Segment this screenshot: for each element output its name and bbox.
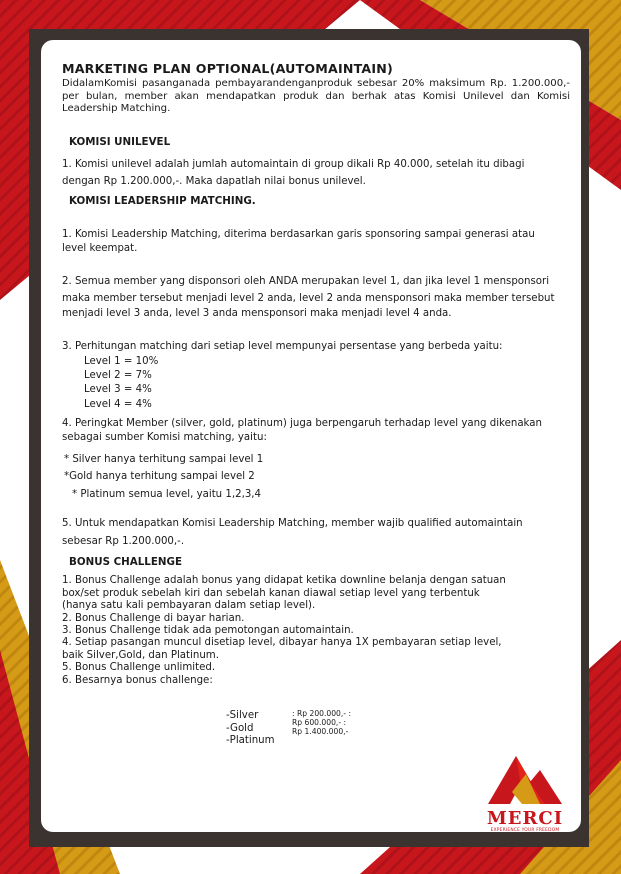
leadership-p5-line-1: 5. Untuk mendapatkan Komisi Leadership Matching, member wajib qualified automaintain	[62, 517, 523, 529]
merci-logo	[482, 752, 568, 832]
challenge-line: 1. Bonus Challenge adalah bonus yang didapat ketika downline belanja dengan satuan	[62, 575, 506, 587]
challenge-line: (hanya satu kali pembayaran dalam setiap level).	[62, 600, 316, 612]
rank-item: *Gold hanya terhitung sampai level 2	[64, 471, 255, 483]
tier-silver: -Silver	[226, 710, 259, 721]
document-content	[62, 62, 570, 687]
leadership-p5-line-2: sebesar Rp 1.200.000,-.	[62, 536, 185, 548]
rank-item: * Silver hanya terhitung sampai level 1	[64, 454, 264, 466]
logo-brand: MERCI	[486, 808, 564, 829]
level-item: Level 2 = 7%	[84, 370, 152, 382]
challenge-list	[62, 575, 570, 687]
challenge-line: 6. Besarnya bonus challenge:	[62, 674, 213, 686]
leadership-p2-line-2: maka member tersebut menjadi level 2 anda, level 2 anda mensponsori maka member tersebut	[62, 293, 555, 305]
bonus-amount-list	[292, 709, 351, 736]
tier-gold: -Gold	[226, 722, 254, 734]
heading-leadership: KOMISI LEADERSHIP MATCHING.	[69, 194, 256, 207]
amount-platinum: Rp 1.400.000,-	[292, 727, 349, 736]
unilevel-line-2: dengan Rp 1.200.000,-. Maka dapatlah nilai bonus unilevel.	[62, 176, 366, 188]
unilevel-line-1: 1. Komisi unilevel adalah jumlah automaintain di group dikali Rp 40.000, setelah itu dibagi	[62, 159, 525, 171]
challenge-line: 2. Bonus Challenge di bayar harian.	[62, 612, 245, 624]
leadership-p2-line-1: 2. Semua member yang disponsori oleh ANDA merupakan level 1, dan jika level 1 mensponsori	[62, 276, 550, 288]
leadership-p4-line-2: sebagai sumber Komisi matching, yaitu:	[62, 432, 267, 444]
rank-item: * Platinum semua level, yaitu 1,2,3,4	[72, 488, 262, 500]
amount-silver: : Rp 200.000,- :	[292, 709, 352, 718]
leadership-p4-line-1: 4. Peringkat Member (silver, gold, platinum) juga berpengaruh terhadap level yang dikenakan	[62, 417, 542, 429]
intro-paragraph: DidalamKomisi pasanganada pembayarandenganproduk sebesar 20% maksimum Rp. 1.200.000,- per bulan, member akan mendapatkan produk dan berhak atas Komisi Unilevel dan Komisi Leadership Matching.	[62, 78, 570, 115]
logo-tagline: EXPERIENCE YOUR FREEDOM	[490, 828, 560, 833]
heading-bonus-challenge: BONUS CHALLENGE	[69, 556, 182, 569]
challenge-line: 5. Bonus Challenge unlimited.	[62, 662, 216, 674]
tier-platinum: -Platinum	[226, 735, 275, 747]
leadership-p3: 3. Perhitungan matching dari setiap level mempunyai persentase yang berbeda yaitu:	[62, 340, 503, 352]
level-item: Level 4 = 4%	[84, 398, 152, 410]
challenge-line: 4. Setiap pasangan muncul disetiap level, dibayar hanya 1X pembayaran setiap level,	[62, 637, 502, 649]
level-item: Level 1 = 10%	[84, 356, 159, 368]
challenge-line: box/set produk sebelah kiri dan sebelah kanan diawal setiap level yang terbentuk	[62, 587, 480, 599]
leadership-p1-line-2: level keempat.	[62, 243, 138, 254]
heading-unilevel: KOMISI UNILEVEL	[69, 135, 171, 148]
leadership-p1-line-1: 1. Komisi Leadership Matching, diterima berdasarkan garis sponsoring sampai generasi atau	[62, 228, 535, 240]
document-title: MARKETING PLAN OPTIONAL(AUTOMAINTAIN)	[62, 61, 393, 76]
level-item: Level 3 = 4%	[84, 384, 152, 396]
merci-mountain-icon	[482, 752, 568, 808]
leadership-p2-line-3: menjadi level 3 anda, level 3 anda mensponsori maka menjadi level 4 anda.	[62, 307, 452, 319]
challenge-line: baik Silver,Gold, dan Platinum.	[62, 649, 219, 661]
challenge-line: 3. Bonus Challenge tidak ada pemotongan automaintain.	[62, 625, 354, 637]
bonus-tier-list	[226, 710, 275, 748]
amount-gold: Rp 600.000,- :	[292, 718, 347, 727]
